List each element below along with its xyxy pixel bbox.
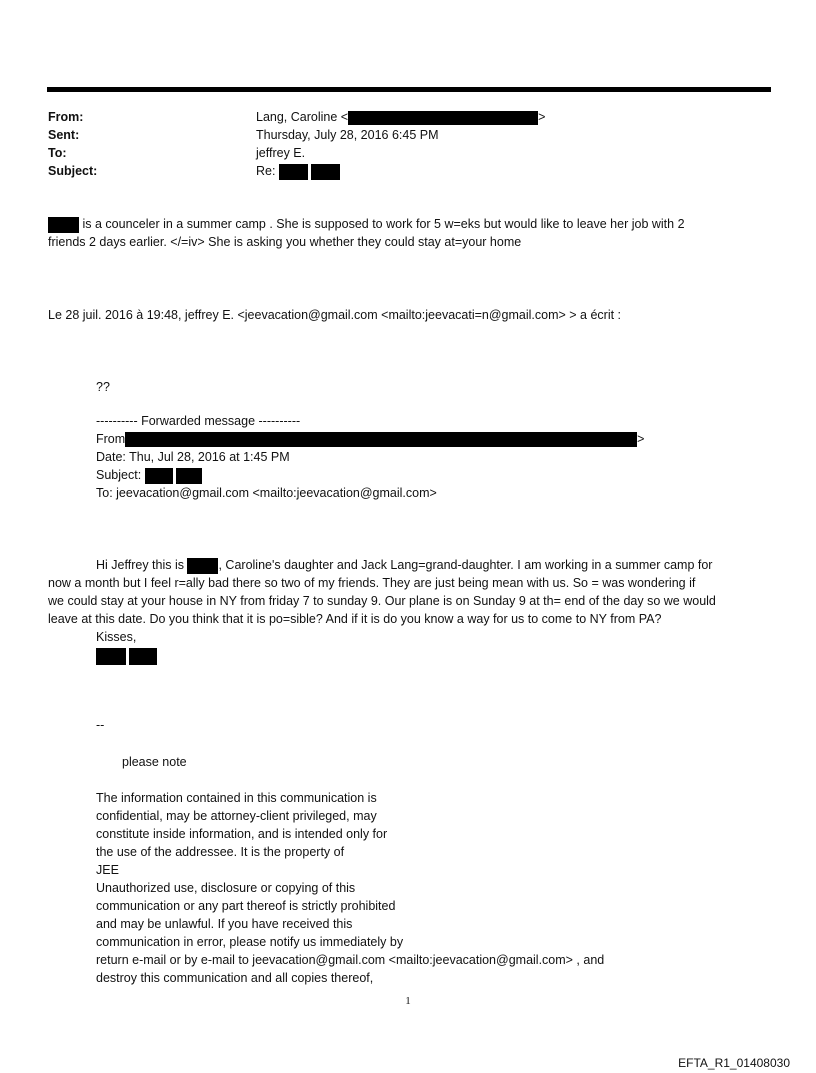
forwarded-divider: ---------- Forwarded message ---------- (96, 414, 301, 428)
redaction-box (279, 164, 308, 180)
redaction-box (96, 648, 126, 665)
redaction-box (145, 468, 173, 484)
email-header (48, 108, 768, 180)
quote-header: Le 28 juil. 2016 à 19:48, jeffrey E. <jeevacation@gmail.com <mailto:jeevacati=n@gmail.com> > a écrit : (48, 308, 622, 322)
signature-dashes: -- (96, 718, 105, 732)
from-close: > (538, 110, 546, 124)
notice-line: The information contained in this communication is (96, 791, 377, 805)
to-label: To: (48, 146, 67, 160)
notice-line: constitute inside information, and is intended only for (96, 827, 388, 841)
from-row (48, 108, 768, 126)
redaction-box (311, 164, 340, 180)
question-marks: ?? (96, 380, 110, 394)
redaction-box (176, 468, 202, 484)
notice-line: communication or any part thereof is strictly prohibited (96, 899, 396, 913)
notice-line: and may be unlawful. If you have received this (96, 917, 353, 931)
sent-value: Thursday, July 28, 2016 6:45 PM (256, 128, 439, 142)
redaction-box (125, 432, 637, 447)
notice-line: destroy this communication and all copies thereof, (96, 971, 374, 985)
redaction-box (348, 111, 538, 125)
message-line-2: now a month but I feel r=ally bad there so two of my friends. They are just being mean with us. So = was wondering if (48, 576, 696, 590)
from-label: From: (48, 110, 84, 124)
message-start: Hi Jeffrey this is (96, 558, 184, 572)
redaction-box (48, 217, 79, 233)
notice-line: confidential, may be attorney-client privileged, may (96, 809, 377, 823)
notice-line: return e-mail or by e-mail to jeevacation@gmail.com <mailto:jeevacation@gmail.com> , and (96, 953, 605, 967)
message-body (48, 556, 788, 665)
forward-date: Date: Thu, Jul 28, 2016 at 1:45 PM (96, 450, 290, 464)
redaction-box (129, 648, 157, 665)
sent-label: Sent: (48, 128, 80, 142)
document-id: EFTA_R1_01408030 (678, 1056, 790, 1070)
to-row (48, 144, 768, 162)
message-signoff: Kisses, (96, 630, 137, 644)
signature-note: please note (122, 755, 187, 769)
notice-line: Unauthorized use, disclosure or copying of this (96, 881, 356, 895)
page-number: 1 (405, 995, 411, 1007)
forward-to: To: jeevacation@gmail.com <mailto:jeevacation@gmail.com> (96, 486, 437, 500)
forwarded-header (96, 412, 786, 502)
from-value: Lang, Caroline < (256, 110, 349, 124)
notice-line: communication in error, please notify us immediately by (96, 935, 404, 949)
message-line-3: we could stay at your house in NY from friday 7 to sunday 9. Our plane is on Sunday 9 at th= end of the day so we would (48, 594, 716, 608)
subject-value: Re: (256, 164, 276, 178)
header-rule (47, 87, 771, 92)
notice-line: the use of the addressee. It is the property of (96, 845, 345, 859)
forward-subject-label: Subject: (96, 468, 142, 482)
subject-label: Subject: (48, 164, 98, 178)
sent-row (48, 126, 768, 144)
reply-line-1: is a counceler in a summer camp . She is supposed to work for 5 w=eks but would like to leave her job with 2 (82, 217, 685, 231)
redaction-box (187, 558, 218, 574)
message-line-1: , Caroline's daughter and Jack Lang=grand-daughter. I am working in a summer camp for (218, 558, 713, 572)
notice-line: JEE (96, 863, 119, 877)
reply-line-2: friends 2 days earlier. </=iv> She is asking you whether they could stay at=your home (48, 235, 522, 249)
subject-row (48, 162, 768, 180)
message-line-4: leave at this date. Do you think that it is po=sible? And if it is do you know a way for us to come to NY from PA? (48, 612, 662, 626)
reply-body (48, 215, 778, 251)
forward-from-close: > (637, 432, 645, 446)
confidentiality-notice (96, 789, 776, 987)
forward-from-label: From (96, 432, 126, 446)
to-value: jeffrey E. (256, 146, 306, 160)
